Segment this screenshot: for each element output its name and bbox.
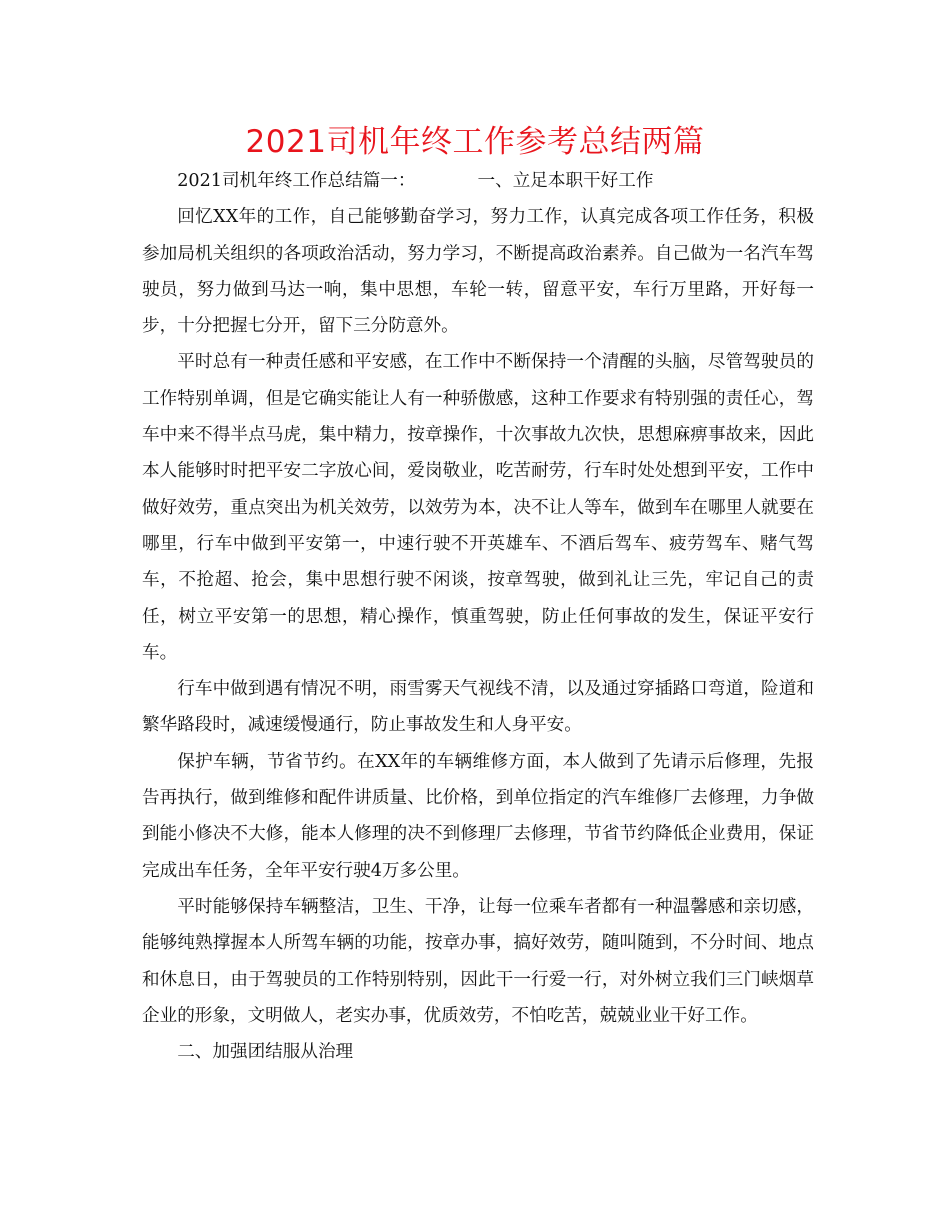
section1-heading: 一、立足本职干好工作 xyxy=(477,171,654,191)
document-body xyxy=(142,163,814,1070)
intro-label: 2021司机年终工作总结篇一： xyxy=(177,171,416,191)
paragraph-5: 平时能够保持车辆整洁，卫生、干净，让每一位乘车者都有一种温馨感和亲切感，能够纯熟撑握本人所驾车辆的功能，按章办事，搞好效劳，随叫随到，不分时间、地点和休息日，由于驾驶员的工作特别特别，因此干一行爱一行，对外树立我们三门峡烟草企业的形象，文明做人，老实办事，优质效劳，不怕吃苦，兢兢业业干好工作。 xyxy=(142,896,814,1026)
paragraph-2: 平时总有一种责任感和平安感，在工作中不断保持一个清醒的头脑，尽管驾驶员的工作特别单调，但是它确实能让人有一种骄傲感，这种工作要求有特别强的责任心，驾车中来不得半点马虎，集中精力，按章操作，十次事故九次快，思想麻痹事故来，因此本人能够时时把平安二字放心间，爱岗敬业，吃苦耐劳，行车时处处想到平安，工作中做好效劳，重点突出为机关效劳，以效劳为本，决不让人等车，做到车在哪里人就要在哪里，行车中做到平安第一，中速行驶不开英雄车、不酒后驾车、疲劳驾车、赌气驾车，不抢超、抢会，集中思想行驶不闲谈，按章驾驶，做到礼让三先，牢记自己的责任，树立平安第一的思想，精心操作，慎重驾驶，防止任何事故的发生，保证平安行车。 xyxy=(142,352,814,663)
paragraph-4: 保护车辆，节省节约。在XX年的车辆维修方面，本人做到了先请示后修理，先报告再执行，做到维修和配件讲质量、比价格，到单位指定的汽车维修厂去修理，力争做到能小修决不大修，能本人修理的决不到修理厂去修理，节省节约降低企业费用，保证完成出车任务，全年平安行驶4万多公里。 xyxy=(142,751,814,881)
paragraph-3: 行车中做到遇有情况不明，雨雪雾天气视线不清，以及通过穿插路口弯道，险道和繁华路段时，减速缓慢通行，防止事故发生和人身平安。 xyxy=(142,679,814,736)
paragraph-1: 回忆XX年的工作，自己能够勤奋学习，努力工作，认真完成各项工作任务，积极参加局机关组织的各项政治活动，努力学习，不断提高政治素养。自己做为一名汽车驾驶员，努力做到马达一响，集中思想，车轮一转，留意平安，车行万里路，开好每一步，十分把握七分开，留下三分防意外。 xyxy=(142,207,814,337)
section2-heading: 二、加强团结服从治理 xyxy=(177,1042,354,1063)
intro-line xyxy=(142,163,814,199)
document-title: 2021司机年终工作参考总结两篇 xyxy=(245,124,705,160)
